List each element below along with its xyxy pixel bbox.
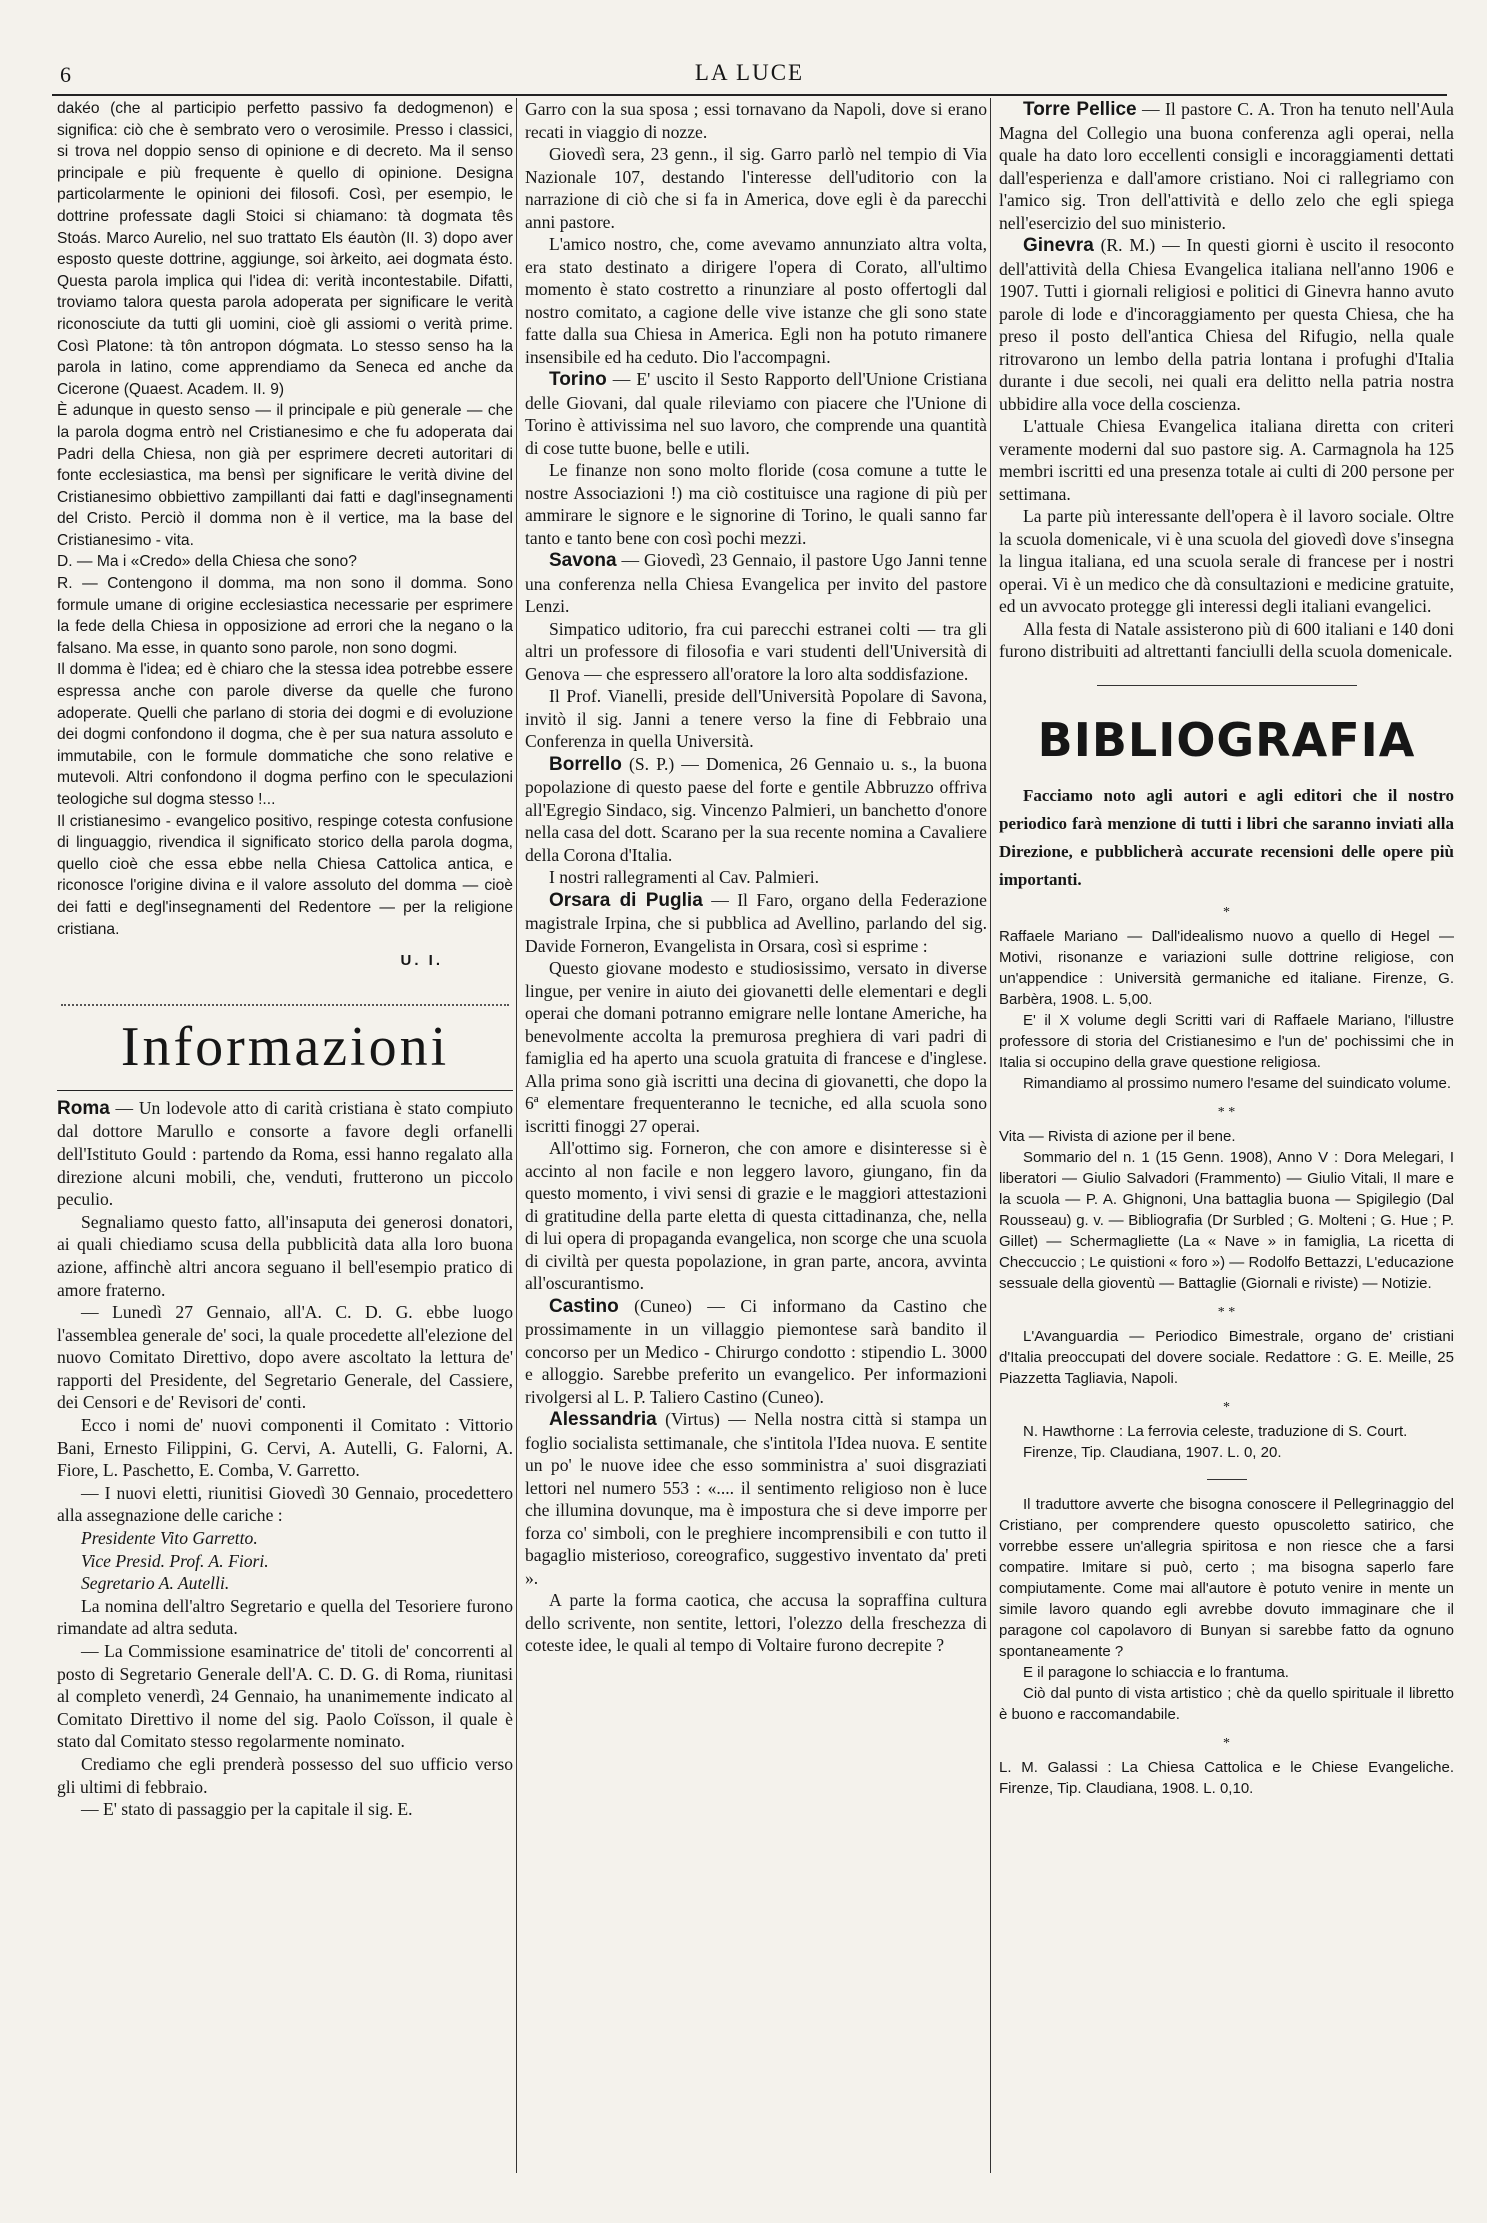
news-place: Savona [549,550,617,571]
news-item: — I nuovi eletti, riunitisi Giovedì 30 Gennaio, procedettero alla assegnazione delle cariche : [57,1482,513,1526]
news-item: Il Prof. Vianelli, preside dell'Università Popolare di Savona, invitò il sig. Janni a tenere verso la fine di Febbraio una Conferenza in quella Università. [525,686,987,751]
news-item: All'ottimo sig. Forneron, che con amore e disinteresse si è accinto al non facile e non leggero lavoro, giungano, fin da questo momento, i vivi sensi di grazie e le maggiori attestazioni di gratitudine della parte eletta di questa cittadinanza, che, nella di lui opera di propaganda evangelica, non scorge che una scuola di civiltà per questa popolazione, in gran parte, ancora, avvinta all'oscurantismo. [525,1138,987,1293]
entry-text: L'Avanguardia — Periodico Bimestrale, organo de' cristiani d'Italia preoccupati del dovere sociale. Redattore : G. E. Meille, 25 Piazzetta Tagliavia, Napoli. [999,1327,1454,1387]
news-item [57,1097,513,1211]
news-item: L'amico nostro, che, come avevamo annunziato altra volta, era stato destinato a dirigere l'opera di Corato, all'ultimo momento è stato costretto a rinunziare al posto offertogli dal nostro comitato, a cagione delle vive istanze che gli sono state fatte dalla sua Chiesa in America. Egli non ha potuto rimanere insensibile ed ha ceduto. Dio l'accompagni. [525,234,987,367]
news-item: Simpatico uditorio, fra cui parecchi estranei colti — tra gli altri un professore di filosofia e vari studenti dell'Università di Genova — che espressero all'oratore la loro alta soddisfazione. [525,618,987,684]
news-place: Ginevra [1023,235,1094,256]
news-item [525,889,987,958]
news-item: Ecco i nomi de' nuovi componenti il Comitato : Vittorio Bani, Ernesto Filippini, G. Cervi, A. Autelli, G. Falorni, A. Fiore, L. Paschetto, E. Comba, V. Garretto. [57,1415,513,1481]
column-2 [516,98,987,2173]
signature: U. I. [400,952,443,970]
asterism: * [1223,1735,1230,1751]
news-item: — La Commissione esaminatrice de' titoli de' concorrenti al posto di Segretario Generale dell'A. C. D. G. di Roma, riunitasi al completo venerdì, 24 Gennaio, ha unanimemente indicato al Comitato Direttivo il nome del sig. Paolo Coïsson, il quale è stato dal Comitato stesso regolarmente nominato. [57,1641,513,1752]
news-list [57,1097,513,1821]
bibliography-entry [999,1757,1454,1799]
news-item: Giovedì sera, 23 genn., il sig. Garro parlò nel tempio di Via Nazionale 107, destando l'interesse dell'uditorio con la narrazione di ciò che si fa in America, dove egli è da parecchi anni pastore. [525,144,987,232]
bibliography-entry [999,1421,1454,1463]
asterism: * * [1217,1304,1236,1320]
news-text: — Il Faro, organo della Federazione magistrale Irpina, che si pubblica ad Avellino, parlando del sig. Davide Forneron, Evangelista in Orsara, così si esprime : [525,889,987,956]
bibliography-entry [999,1326,1454,1389]
paper-title: LA LUCE [694,60,805,85]
asterism: * [1223,1399,1230,1415]
page-number: 6 [60,62,71,87]
news-item: La parte più interessante dell'opera è il lavoro sociale. Oltre la scuola domenicale, vi è una scuola del giovedì dove s'insegna la lingua italiana, ed una scuola serale di francese per i nostri operai. Vi è un medico che dà consultazioni e medicine gratuite, ed un avvocato protegge gli interessi degli italiani evangelici. [999,506,1454,616]
divider [1097,685,1357,686]
news-place: Roma [57,1097,110,1119]
page-header [52,58,1447,88]
news-item [525,1295,987,1409]
bibliography-entry [999,926,1454,1094]
divider [1207,1479,1247,1480]
news-item: Alla festa di Natale assisterono più di 600 italiani e 140 doni furono distribuiti ad altrettanti fanciulli della scuola domenicale. [999,618,1454,661]
news-text: — E' uscito il Sesto Rapporto dell'Unione Cristiana delle Giovani, dal quale rileviamo con piacere che l'Unione di Torino è attivissima nel suo lavoro, che comprende una quantità di cose tutte buone, belle e utili. [525,369,987,458]
paragraph: dakéo (che al participio perfetto passivo fa dedogmenon) e significa: ciò che è sembrato vero o verosimile. Presso i classici, si trova nel doppio senso di opinione e di decreto. Ma il senso principale e più frequente è quello di opinione. Designa particolarmente le opinioni dei filosofi. Così, per esempio, le dottrine professate dagli Stoici si chiamano: tà dogmata tês Stoás. Marco Aurelio, nel suo trattato Els éautòn (II. 3) dopo aver esposto queste dottrine, aggiunge, soi àrkeito, aei dogmata ésto. Questa parola implica qui l'idea di: verità incontestabile. Difatti, troviamo talora questa parola adoperata per significare le verità riconosciute da tutti gli uomini, cioè gli assiomi o verità prime. Così Platone: tà tôn antropon dógmata. Lo stesso senso ha la parola in latino, come apprendiamo da Seneca ed anche da Cicerone (Quaest. Academ. II. 9) [57,100,513,398]
news-text: (S. P.) — Domenica, 26 Gennaio u. s., la buona popolazione di questo paese del forte e gentile Abbruzzo offriva all'Egregio Sindaco, sig. Vincenzo Palmieri, un banchetto d'onore nella casa del dott. Scarano per la sua recente nomina a Cavaliere della Corona d'Italia. [525,753,987,865]
news-text: — Giovedì, 23 Gennaio, il pastore Ugo Janni tenne una conferenza nella Chiesa Evangelica per invito del pastore Lenzi. [525,550,987,616]
news-item: Presidente Vito Garretto. [81,1528,258,1549]
entry-text: Firenze, Tip. Claudiana, 1907. L. 0, 20. [1023,1443,1282,1461]
column-3 [990,98,1454,2173]
entry-text: Il traduttore avverte che bisogna conoscere il Pellegrinaggio del Cristiano, per comprendere questo opuscoletto satirico, che vorrebbe essere un'allegria spiritosa e non riesce che a farsi compatire. Imitare si può, certo ; ma bisogna saperlo fare compiutamente. Come mai all'autore è potuto venire in mente un simile lavoro quando egli avrebbe dovuto immaginare che il paragone col capolavoro di Bunyan si sarebbe fatto da ognuno spontaneamente ? [999,1495,1454,1660]
news-item: Questo giovane modesto e studiosissimo, versato in diverse lingue, per venire in aiuto dei giovanetti delle elementari e degli operai che domani potranno emigrare nelle lontane Americhe, ha benevolmente accolta la premurosa preghiera di vari padri di famiglia ed ha aperto una scuola gratuita di francese e d'inglese. Alla prima sono già iscritti una decina di giovanetti, che dopo la 6ª elementare frequenteranno le tecniche, ed alla scuola sono iscritti finoggi 27 operai. [525,958,987,1136]
entry-text: L. M. Galassi : La Chiesa Cattolica e le Chiese Evangeliche. Firenze, Tip. Claudiana, 1908. L. 0,10. [999,1758,1454,1797]
entry-text: E il paragone lo schiaccia e lo frantuma. [1023,1663,1289,1681]
bibliography-entry [999,1494,1454,1725]
bibliografia-intro: Facciamo noto agli autori e agli editori che il nostro periodico farà menzione di tutti i libri che saranno inviati alla Direzione, e pubblicherà accurate recensioni delle opere più importanti. [999,785,1454,889]
entry-text: Sommario del n. 1 (15 Genn. 1908), Anno V : Dora Melegari, I liberatori — Giulio Salvadori (Frammento) — Giulio Vitali, Il mare e la scuola — P. A. Ghignoni, Una battaglia buona — Spigilegio (Dal Rousseau) g. v. — Bibliografia (Dr Surbled ; G. Molteni ; G. Hue ; P. Gillet) — Schermagliette (La « Nave » in famiglia, La ricetta di Checcuccio ; Le quistioni « foro ») — Rodolfo Bettazzi, L'educazione sessuale della gioventù — Battaglie (Giornali e riviste) — Notizie. [999,1148,1454,1292]
news-item: Segnaliamo questo fatto, all'insaputa dei generosi donatori, ai quali chiediamo scusa della pubblicità data alla loro buona azione, affinchè altri ancora seguano il bell'esempio pratico di amore fraterno. [57,1211,513,1300]
news-place: Borrello [549,753,622,775]
paragraph: È adunque in questo senso — il principale e più generale — che la parola dogma entrò nel Cristianesimo e che fu adoperata dai Padri della Chiesa, non già per esprimere decreti autoritari di fonte ecclesiastica, ma bensì per significare le verità divine del Cristianesimo obbiettivo zampillanti dai fatti e dagl'insegnamenti del Cristo. Perciò il domma non è il vertice, ma la base del Cristianesimo - vita. [57,402,513,549]
column-1 [57,98,513,2173]
divider [61,994,509,1006]
entry-text: Rimandiamo al prossimo numero l'esame del suindicato volume. [1023,1074,1452,1092]
news-item: Le finanze non sono molto floride (cosa comune a tutte le nostre Associazioni !) ma ciò costituisce una ragione di più per ammirare le signore e le signorine di Torino, le quali sanno far tanto e tanto bene con così pochi mezzi. [525,460,987,548]
news-text: (R. M.) — In questi giorni è uscito il resoconto dell'attività della Chiesa Evangelica italiana nell'anno 1906 e 1907. Tutti i giornali religiosi e politici di Ginevra hanno avuto parole di lode e d'incoraggiamento per questa Chiesa, che ha preso il posto dell'antica Chiesa del Rifugio, nella quale ritrovarono un lembo della patria lontana i profughi d'Italia durante i due secoli, nei quali era delitto nella patria nostra ubbidire alla voce della coscienza. [999,235,1454,414]
entry-text: E' il X volume degli Scritti vari di Raffaele Mariano, l'illustre professore di storia del Cristianesimo e l'un de' pochissimi che in Italia si occupino della grave questione religiosa. [999,1011,1454,1071]
entry-text: Ciò dal punto di vista artistico ; chè da quello spirituale il libretto è buono e raccomandabile. [999,1684,1454,1723]
news-text: — Il pastore C. A. Tron ha tenuto nell'Aula Magna del Collegio una buona conferenza agli operai, nella quale ha dato loro eccellenti consigli e incoraggiamenti dettati dall'esperienza e dall'amore cristiano. Noi ci rallegriamo con l'amico sig. Tron dell'attività e dello zelo che egli spiega nell'esercizio del suo ministerio. [999,99,1454,233]
news-item [525,1408,987,1589]
news-item: I nostri rallegramenti al Cav. Palmieri. [549,867,820,887]
news-item [999,234,1454,415]
news-item: L'attuale Chiesa Evangelica italiana diretta con criteri veramente moderni dal suo pastore sig. A. Carmagnola ha 125 membri iscritti ed una presenza totale ai culti di 200 persone per settimana. [999,416,1454,504]
news-place: Castino [549,1295,619,1317]
news-item [999,98,1454,234]
news-place: Orsara di Puglia [549,889,703,911]
bibliografia-title: BIBLIOGRAFIA [1037,712,1416,767]
news-item: Garro con la sua sposa ; essi tornavano da Napoli, dove si erano recati in viaggio di nozze. [525,99,987,142]
entry-text: N. Hawthorne : La ferrovia celeste, traduzione di S. Court. [1023,1422,1408,1440]
news-item: — Lunedì 27 Gennaio, all'A. C. D. G. ebbe luogo l'assemblea generale de' soci, la quale procedette all'elezione del nuovo Comitato Direttivo, dopo avere ascoltato la lettura de' rapporti del Presidente, del Segretario Generale, del Cassiere, dei Censori e de' Revisori de' conti. [57,1302,513,1413]
header-rule [52,94,1447,96]
news-item: Vice Presid. Prof. A. Fiori. [81,1550,269,1571]
news-item: Segretario A. Autelli. [81,1573,230,1594]
news-item [525,368,987,459]
section-title: Informazioni [57,1012,513,1091]
bibliography-entry [999,1126,1454,1294]
news-place: Alessandria [549,1409,657,1430]
news-place: Torre Pellice [1023,99,1137,120]
news-item: — E' stato di passaggio per la capitale il sig. E. [81,1799,413,1820]
news-item: A parte la forma caotica, che accusa la sopraffina cultura dello scrivente, non sentite, lettori, l'olezzo della freschezza di coteste idee, le quali al tempo di Voltaire furono decrepite ? [525,1590,987,1655]
news-text: (Cuneo) — Ci informano da Castino che prossimamente in un villaggio piemontese sarà bandito il concorso per un Medico - Chirurgo condotto : stipendio L. 3000 e alloggio. Sarebbe preferito un evangelico. Per informazioni rivolgersi al L. P. Taliero Castino (Cuneo). [525,1295,987,1407]
entry-text: Raffaele Mariano — Dall'idealismo nuovo a quello di Hegel — Motivi, risonanze e variazioni sulle dottrine religiose, con un'appendice : Università germaniche ed italiane. Firenze, G. Barbèra, 1908. L. 5,00. [999,927,1454,1008]
news-item: Crediamo che egli prenderà possesso del suo ufficio verso gli ultimi di febbraio. [57,1753,513,1797]
news-text: (Virtus) — Nella nostra città si stampa un foglio socialista settimanale, che s'intitola l'Idea nuova. E sentite un po' le nuove idee che esso somministra a' suoi disgraziati lettori nel numero 553 : «.... il sentimento religioso non è luce che illumina dovunque, ma è impostura che si deve imporre per forza co' simboli, con le preghiere incomprensibili e con tutto il bagaglio misterioso, coreografico, suggestivo inventato da' preti ». [525,1409,987,1588]
asterism: * * [1217,1104,1236,1120]
news-place: Torino [549,369,607,390]
paragraph: R. — Contengono il domma, ma non sono il domma. Sono formule umane di origine ecclesiastica necessarie per esprimere la fede della Chiesa in opposizione ad errori che la negano o la falsano. Ma esse, in quanto sono parole, non sono dogmi. [57,575,513,657]
news-item: La nomina dell'altro Segretario e quella del Tesoriere furono rimandate ad altra seduta. [57,1595,513,1639]
news-item [525,549,987,618]
entry-text: Vita — Rivista di azione per il bene. [999,1127,1236,1145]
news-text: — Un lodevole atto di carità cristiana è stato compiuto dal dottore Marullo e consorte a favore degli orfanelli dell'Istituto Gould : partendo da Roma, essi hanno regalato alla direzione alcuni mobili, che, venduti, frutterono un piccolo peculio. [57,1097,513,1210]
asterism: * [1223,904,1230,920]
paragraph: Il domma è l'idea; ed è chiaro che la stessa idea potrebbe essere espressa anche con parole diverse da quelle che furono adoperate. Quelli che parlano di storia dei dogmi e di evoluzione dei dogmi confondono il dogma, che è per sua natura assoluto e immutabile, con le formule dommatiche che sono relative e mutevoli. Altri confondono il dogma perfino con le speculazioni teologiche sul dogma stesso !... [57,661,513,808]
news-item [525,753,987,867]
paragraph: D. — Ma i «Credo» della Chiesa che sono? [57,553,357,571]
paragraph: Il cristianesimo - evangelico positivo, respinge cotesta confusione di linguaggio, rivendica il significato storico della parola dogma, quello cioè che essa ebbe nella Chiesa Cattolica antica, e riconosce l'origine divina e il valore assoluto del domma — cioè dei fatti e degl'insegnamenti del Redentore — per la religione cristiana. [57,812,513,938]
